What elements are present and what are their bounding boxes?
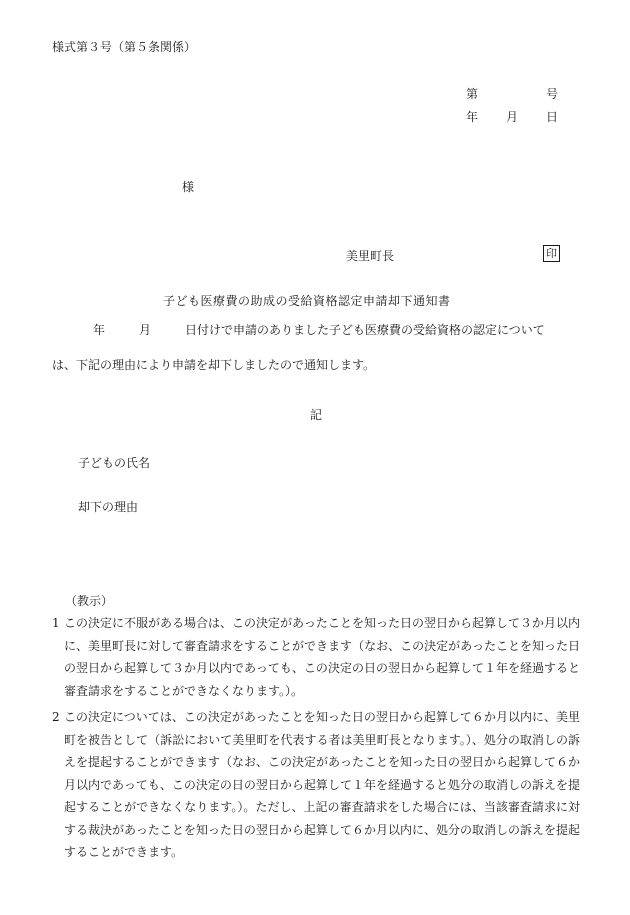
rejection-reason-label: 却下の理由: [78, 500, 139, 514]
document-number-prefix: 第: [466, 87, 479, 101]
addressee-honorific: 様: [182, 180, 195, 194]
child-name-label: 子どもの氏名: [78, 456, 151, 470]
document-number-suffix: 号: [546, 87, 559, 101]
date-month: 月: [506, 110, 519, 124]
body-line-2: は、下記の理由により申請を却下しましたので通知します。: [52, 358, 376, 372]
instruction-item: [52, 612, 580, 702]
ki-heading: 記: [310, 408, 323, 422]
body-year: 年: [93, 323, 106, 337]
instruction-number: 2: [52, 710, 60, 724]
instruction-text: この決定については、この決定があったことを知った日の翌日から起算して６か月以内に、美里町を被告として（訴訟において美里町を代表する者は美里町長となります。）、処分の取消しの訴えを提起することができます（なお、この決定があったことを知った日の翌日から起算して６か月以内であっても、この決定の日の翌日から起算して１年を経過すると処分の取消しの訴えを提起することができなくなります。）。ただし、上記の審査請求をした場合には、当該審査請求に対する裁決があったことを知った日の翌日から起算して６か月以内に、処分の取消しの訴えを提起することができます。: [64, 710, 580, 859]
body-line-1: [93, 321, 545, 338]
body-line1-text: 日付けで申請のありました子ども医療費の受給資格の認定について: [185, 323, 545, 337]
instructions-heading: （教示）: [65, 594, 114, 608]
instruction-number: 1: [52, 616, 60, 630]
document-title: 子ども医療費の助成の受給資格認定申請却下通知書: [163, 294, 451, 308]
body-month: 月: [139, 323, 152, 337]
seal-mark: 印: [543, 245, 560, 262]
instruction-item: [52, 706, 580, 864]
form-number: 様式第３号（第５条関係）: [52, 40, 197, 54]
sender-title: 美里町長: [346, 249, 395, 263]
instruction-text: この決定に不服がある場合は、この決定があったことを知った日の翌日から起算して３か月以内に、美里町長に対して審査請求をすることができます（なお、この決定があったことを知った日の翌日から起算して３か月以内であっても、この決定の日の翌日から起算して１年を経過すると審査請求をすることができなくなります。）。: [64, 616, 580, 698]
date-year: 年: [466, 110, 479, 124]
date-day: 日: [546, 110, 559, 124]
